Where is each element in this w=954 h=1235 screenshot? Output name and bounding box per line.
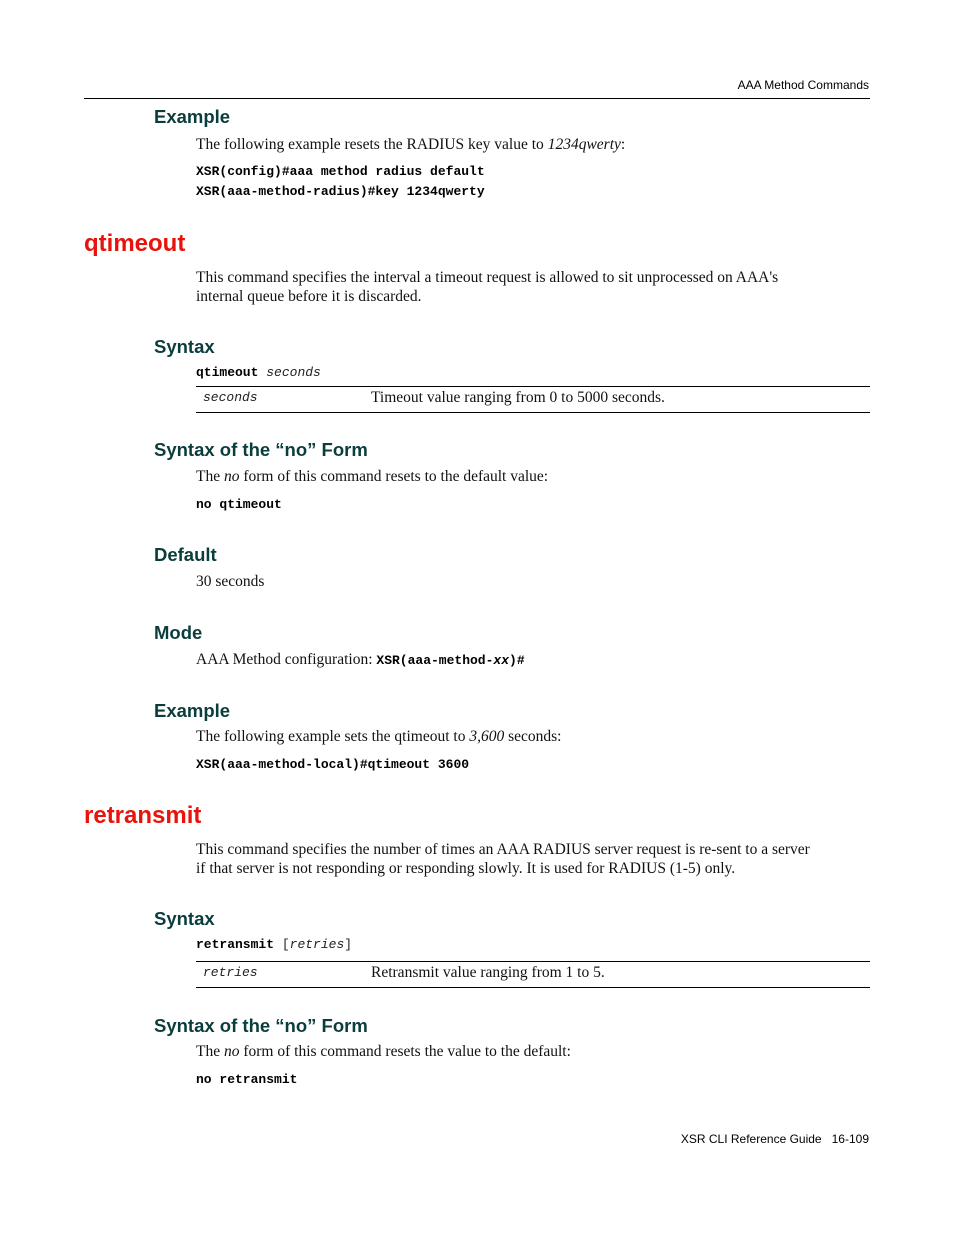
example-text: The following example resets the RADIUS key value to 1234qwerty: [196, 136, 626, 153]
no-form-heading: Syntax of the “no” Form [154, 439, 368, 460]
table-rule [196, 386, 870, 387]
default-heading: Default [154, 544, 217, 565]
mode-heading: Mode [154, 622, 203, 643]
page-number: 16-109 [831, 1132, 869, 1146]
example-heading: Example [154, 106, 231, 127]
command-title-retransmit: retransmit [84, 802, 202, 829]
syntax-heading: Syntax [154, 336, 215, 357]
syntax-line: qtimeout seconds [196, 365, 321, 380]
table-rule [196, 412, 870, 413]
mode-text: AAA Method configuration: XSR(aaa-method-xx)# [196, 651, 525, 668]
command-title-qtimeout: qtimeout [84, 230, 186, 257]
default-value: 30 seconds [196, 573, 265, 590]
table-rule [196, 987, 870, 988]
no-form-heading: Syntax of the “no” Form [154, 1015, 368, 1036]
no-form-code: no retransmit [196, 1072, 298, 1087]
example-code-line: XSR(config)#aaa method radius default [196, 164, 485, 179]
no-form-text: The no form of this command resets the value to the default: [196, 1043, 571, 1060]
example-heading: Example [154, 700, 231, 721]
guide-title: XSR CLI Reference Guide [680, 1132, 822, 1146]
syntax-line: retransmit [retries] [196, 937, 353, 952]
command-description: if that server is not responding or responding slowly. It is used for RADIUS (1-5) only. [196, 860, 736, 877]
no-form-code: no qtimeout [196, 497, 282, 512]
param-name: retries [203, 965, 258, 980]
example-text: The following example sets the qtimeout to 3,600 seconds: [196, 728, 562, 745]
header-rule [84, 98, 870, 99]
running-header: AAA Method Commands [737, 78, 869, 92]
example-code-line: XSR(aaa-method-radius)#key 1234qwerty [196, 184, 485, 199]
command-description: internal queue before it is discarded. [196, 288, 422, 305]
page-footer [681, 1132, 869, 1146]
param-description: Retransmit value ranging from 1 to 5. [371, 964, 605, 981]
param-description: Timeout value ranging from 0 to 5000 seconds. [371, 389, 665, 406]
param-name: seconds [203, 390, 258, 405]
command-description: This command specifies the number of times an AAA RADIUS server request is re-sent to a server [196, 841, 810, 858]
command-description: This command specifies the interval a timeout request is allowed to sit unprocessed on AAA's [196, 269, 779, 286]
syntax-heading: Syntax [154, 908, 215, 929]
table-rule [196, 961, 870, 962]
example-code-line: XSR(aaa-method-local)#qtimeout 3600 [196, 757, 470, 772]
no-form-text: The no form of this command resets to the default value: [196, 468, 549, 485]
